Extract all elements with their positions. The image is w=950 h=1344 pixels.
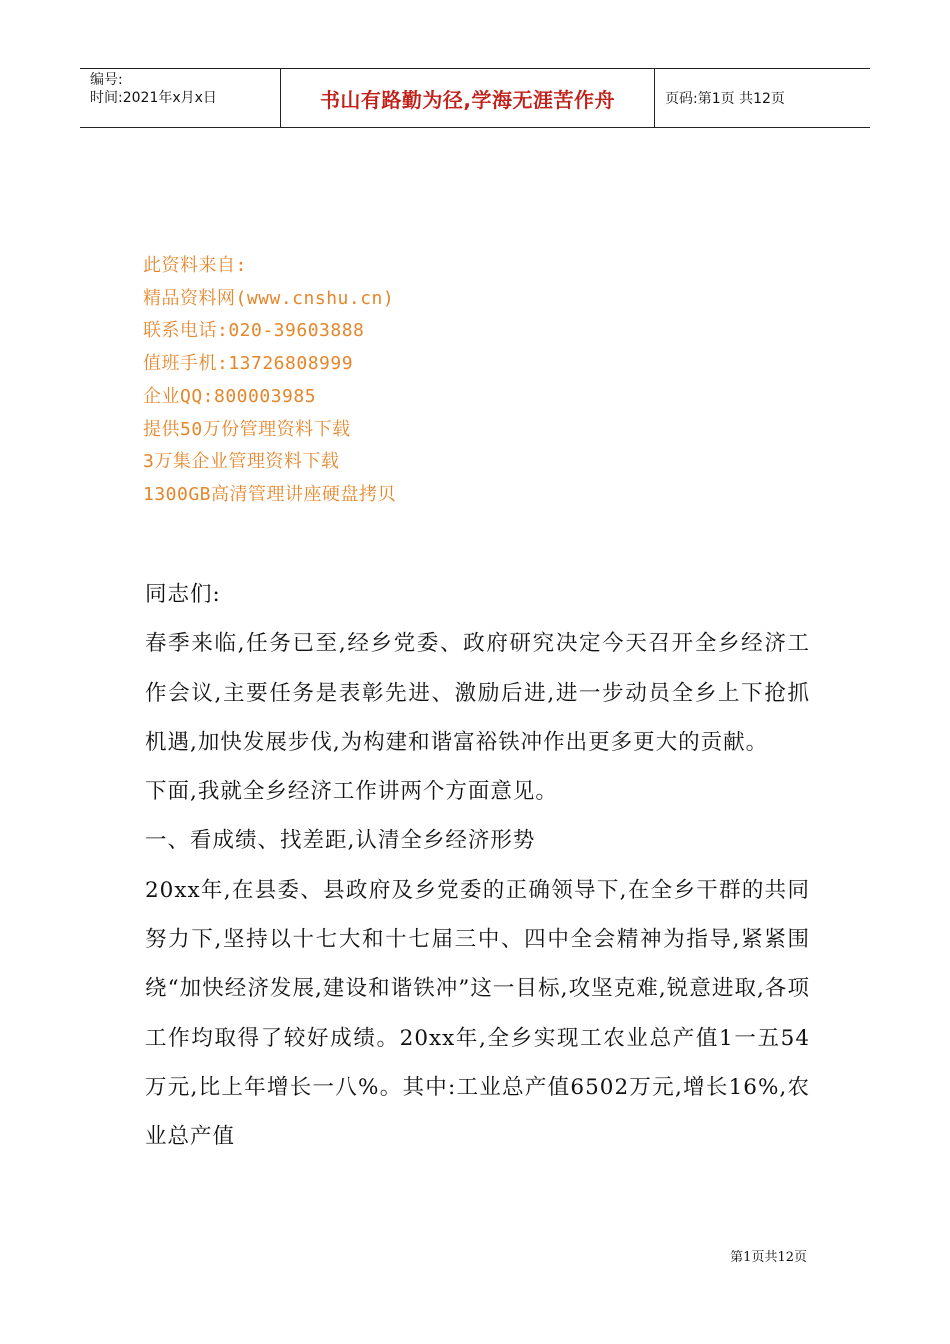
source-info-line: 提供50万份管理资料下载 [143, 418, 351, 440]
page-header [80, 68, 870, 128]
source-info-line: 精品资料网(www.cnshu.cn) [143, 287, 395, 309]
source-info-line: 联系电话:020-39603888 [143, 320, 365, 342]
greeting: 同志们: [145, 582, 221, 607]
header-motto: 书山有路勤为径,学海无涯苦作舟 [281, 69, 655, 127]
header-time-label: 时间:2021年x月x日 [90, 90, 217, 106]
header-number-label: 编号: [90, 72, 123, 88]
header-page-info: 页码:第1页 共12页 [665, 91, 785, 107]
body-paragraph: 下面,我就全乡经济工作讲两个方面意见。 [145, 779, 558, 805]
source-info-line: 企业QQ:800003985 [143, 385, 317, 407]
document-body [145, 570, 810, 1162]
section-heading: 一、看成绩、找差距,认清全乡经济形势 [145, 828, 536, 854]
source-info-line: 此资料来自: [143, 255, 247, 276]
source-info-line: 值班手机:13726808999 [143, 353, 354, 375]
source-info-line: 3万集企业管理资料下载 [143, 451, 340, 473]
body-paragraph: 20xx年,在县委、县政府及乡党委的正确领导下,在全乡干群的共同努力下,坚持以十七大和十七届三中、四中全会精神为指导,紧紧围绕“加快经济发展,建设和谐铁冲”这一目标,攻坚克难,锐意进取,各项工作均取得了较好成绩。20xx年,全乡实现工农业总产值1一五54万元,比上年增长一八%。其中:工业总产值6502万元,增长16%,农业总产值 [145, 877, 810, 1150]
body-paragraph: 春季来临,任务已至,经乡党委、政府研究决定今天召开全乡经济工作会议,主要任务是表彰先进、激励后进,进一步动员全乡上下抢抓机遇,加快发展步伐,为构建和谐富裕铁冲作出更多更大的贡献。 [145, 631, 810, 755]
header-meta [80, 69, 281, 127]
page-footer: 第1页共12页 [730, 1250, 807, 1265]
source-info-block [143, 250, 396, 512]
source-info-line: 1300GB高清管理讲座硬盘拷贝 [143, 483, 397, 505]
